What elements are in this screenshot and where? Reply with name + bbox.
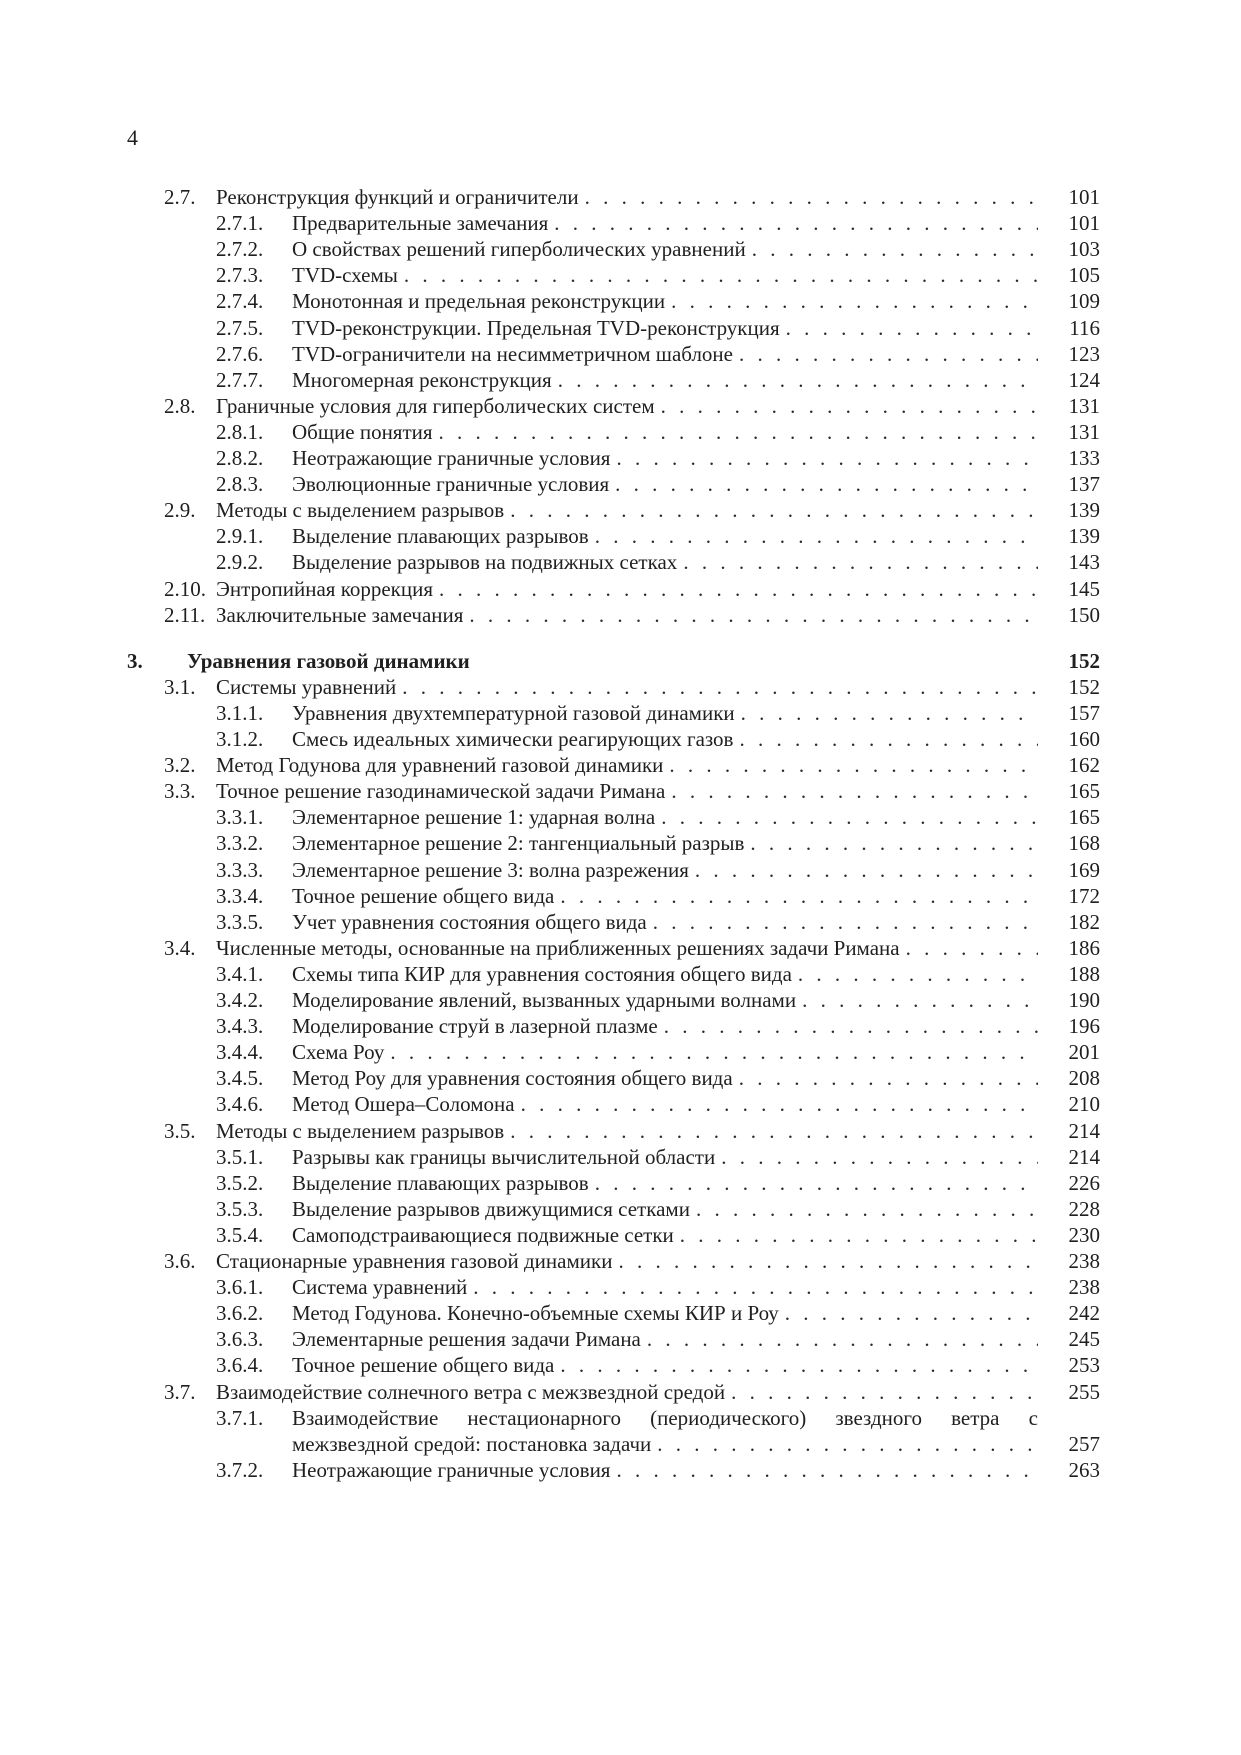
- toc-entry[interactable]: [0, 418, 1241, 447]
- toc-entry-title: Моделирование струй в лазерной плазме: [292, 1014, 658, 1039]
- toc-entry-page: 226: [1068, 1170, 1100, 1195]
- toc-entry-page: 245: [1068, 1327, 1100, 1352]
- dot-leader: [657, 1430, 1038, 1459]
- toc-entry-page: 214: [1068, 1144, 1100, 1169]
- toc-entry-title: Реконструкция функций и ограничители: [216, 185, 579, 209]
- toc-entry-title: Моделирование явлений, вызванных ударными волнами: [292, 988, 797, 1012]
- toc-entry-number: 3.3.3.: [216, 857, 264, 882]
- toc-entry-title: Точное решение общего вида: [292, 1353, 555, 1378]
- toc-entry-number: 3.4.6.: [216, 1092, 264, 1117]
- toc-entry-number: 3.1.2.: [216, 727, 264, 751]
- toc-entry-title: Схема Роу: [292, 1040, 385, 1065]
- toc-entry-number: 2.7.1.: [216, 211, 264, 236]
- toc-entry-page: 162: [1068, 753, 1100, 778]
- toc-entry-page: 255: [1068, 1379, 1100, 1404]
- toc-entry-title: Энтропийная коррекция: [216, 576, 434, 601]
- toc-entry-number: 3.4.1.: [216, 961, 264, 986]
- toc-entry-number: 2.9.: [164, 498, 196, 523]
- toc-entry-title: Заключительные замечания: [216, 602, 464, 627]
- toc-entry-title: Взаимодействие нестационарного (периодического) звездного ветра с: [292, 1405, 1038, 1430]
- toc-entry-title: Уравнения двухтемпературной газовой динамики: [292, 700, 735, 725]
- toc-entry-page: 109: [1068, 289, 1100, 314]
- toc-entry-number: 3.3.2.: [216, 831, 264, 856]
- toc-entry[interactable]: [0, 548, 1241, 577]
- toc-entry-number: 3.5.3.: [216, 1196, 264, 1221]
- dot-leader: [669, 751, 1038, 780]
- dot-leader: [798, 960, 1038, 989]
- toc-entry-number: 2.7.: [164, 185, 196, 209]
- toc-entry-title: Граничные условия для гиперболических систем: [216, 393, 655, 418]
- toc-entry-number: 3.3.5.: [216, 909, 264, 934]
- toc-entry[interactable]: [0, 575, 1241, 604]
- toc-entry[interactable]: [0, 287, 1241, 316]
- toc-entry-continuation[interactable]: [0, 1430, 1241, 1459]
- toc-entry-page: 214: [1068, 1118, 1100, 1143]
- toc-entry-title: Эволюционные граничные условия: [292, 472, 610, 497]
- toc-entry-page: 196: [1068, 1014, 1100, 1039]
- toc-entry-page: 168: [1068, 831, 1100, 856]
- dot-leader: [616, 1456, 1038, 1485]
- toc-entry-number: 3.3.4.: [216, 883, 264, 908]
- toc-entry-number: 3.4.5.: [216, 1066, 264, 1091]
- dot-leader: [469, 601, 1038, 630]
- toc-entry-number: 2.7.2.: [216, 237, 264, 262]
- toc-entry-number: 2.10.: [164, 576, 206, 601]
- toc-entry-number: 2.9.1.: [216, 524, 264, 549]
- toc-entry[interactable]: [0, 803, 1241, 832]
- toc-entry-page: 169: [1068, 857, 1100, 882]
- toc-entry[interactable]: [0, 777, 1241, 806]
- toc-entry[interactable]: [0, 496, 1241, 525]
- toc-entry-page: 139: [1068, 498, 1100, 523]
- dot-leader: [661, 803, 1038, 832]
- toc-entry[interactable]: [0, 699, 1241, 728]
- toc-entry-number: 3.6.3.: [216, 1327, 264, 1352]
- toc-entry-number: 3.7.: [164, 1379, 196, 1404]
- toc-entry[interactable]: [0, 1038, 1241, 1067]
- toc-entry[interactable]: [0, 934, 1241, 963]
- dot-leader: [786, 314, 1038, 343]
- toc-entry-page: 150: [1068, 602, 1100, 627]
- toc-entry-number: 3.6.1.: [216, 1275, 264, 1300]
- toc-entry-title: Системы уравнений: [216, 674, 397, 699]
- toc-entry-page: 238: [1068, 1249, 1100, 1273]
- dot-leader: [647, 1325, 1038, 1354]
- toc-entry-number: 3.4.4.: [216, 1040, 264, 1065]
- dot-leader: [739, 340, 1038, 369]
- dot-leader: [510, 1117, 1038, 1146]
- toc-entry-page: 165: [1068, 779, 1100, 804]
- toc-entry[interactable]: [0, 673, 1241, 702]
- toc-entry-page: 145: [1068, 576, 1100, 601]
- toc-entry-title: TVD-реконструкции. Предельная TVD-реконструкция: [292, 315, 780, 340]
- toc-entry-page: 242: [1068, 1301, 1100, 1326]
- toc-entry-page: 188: [1068, 961, 1100, 986]
- toc-entry[interactable]: [0, 444, 1241, 473]
- toc-entry[interactable]: [0, 725, 1241, 754]
- toc-entry[interactable]: [0, 1117, 1241, 1146]
- toc-entry-title: Элементарные решения задачи Римана: [292, 1327, 641, 1352]
- toc-entry-title: Уравнения газовой динамики: [187, 648, 470, 673]
- toc-entry-title: Метод Роу для уравнения состояния общего вида: [292, 1066, 733, 1091]
- toc-entry-number: 3.7.1.: [216, 1405, 264, 1430]
- toc-entry-page: 253: [1068, 1353, 1100, 1378]
- toc-entry[interactable]: [0, 314, 1241, 343]
- dot-leader: [802, 986, 1038, 1015]
- toc-entry[interactable]: [0, 1404, 1241, 1433]
- toc-entry[interactable]: [0, 340, 1241, 369]
- toc-entry-page: 123: [1068, 341, 1100, 366]
- dot-leader: [741, 699, 1038, 728]
- toc-entry-title: Методы с выделением разрывов: [216, 498, 505, 523]
- toc-entry-title: Взаимодействие солнечного ветра с межзвездной средой: [216, 1379, 726, 1404]
- toc-entry[interactable]: [0, 1456, 1241, 1485]
- toc-entry-number: 3.5.1.: [216, 1144, 264, 1169]
- toc-entry-title: Монотонная и предельная реконструкции: [292, 289, 666, 314]
- toc-entry[interactable]: [0, 647, 1241, 676]
- toc-entry-title: Смесь идеальных химически реагирующих газов: [292, 727, 734, 751]
- toc-entry-title: Метод Годунова для уравнений газовой динамики: [216, 753, 664, 778]
- toc-entry-number: 3.6.: [164, 1249, 196, 1273]
- toc-entry-title: Самоподстраивающиеся подвижные сетки: [292, 1222, 674, 1247]
- toc-entry-number: 3.1.: [164, 674, 196, 699]
- toc-entry-number: 2.8.: [164, 393, 196, 418]
- toc-entry-title: Метод Ошера–Соломона: [292, 1092, 515, 1117]
- toc-entry-number: 3.2.: [164, 753, 196, 778]
- toc-entry-number: 3.7.2.: [216, 1457, 264, 1482]
- toc-entry[interactable]: [0, 856, 1241, 885]
- toc-entry[interactable]: [0, 1325, 1241, 1354]
- dot-leader: [560, 1351, 1038, 1380]
- dot-leader: [661, 392, 1038, 421]
- toc-entry-title: Выделение разрывов движущимися сетками: [292, 1196, 690, 1221]
- dot-leader: [615, 470, 1038, 499]
- dot-leader: [560, 882, 1038, 911]
- toc-entry[interactable]: [0, 986, 1241, 1015]
- toc-entry-page: 230: [1068, 1222, 1100, 1247]
- toc-entry-title-continuation: межзвездной средой: постановка задачи: [292, 1431, 652, 1456]
- toc-entry-title: Схемы типа КИР для уравнения состояния общего вида: [292, 961, 792, 986]
- toc-entry[interactable]: [0, 522, 1241, 551]
- toc-entry[interactable]: [0, 1221, 1241, 1250]
- toc-entry-number: 3.6.4.: [216, 1353, 264, 1378]
- toc-entry-title: Неотражающие граничные условия: [292, 1457, 611, 1482]
- toc-entry-page: 116: [1069, 315, 1100, 340]
- toc-entry-page: 152: [1068, 674, 1100, 699]
- dot-leader: [671, 287, 1038, 316]
- toc-entry[interactable]: [0, 1378, 1241, 1407]
- toc-entry-number: 2.7.6.: [216, 341, 264, 366]
- toc-entry[interactable]: [0, 235, 1241, 264]
- toc-entry-number: 3.6.2.: [216, 1301, 264, 1326]
- dot-leader: [721, 1143, 1038, 1172]
- toc-entry-number: 3.3.: [164, 779, 196, 804]
- toc-entry-title: Учет уравнения состояния общего вида: [292, 909, 647, 934]
- toc-entry[interactable]: [0, 366, 1241, 395]
- dot-leader: [595, 522, 1038, 551]
- dot-leader: [521, 1090, 1038, 1119]
- toc-entry-page: 124: [1068, 367, 1100, 392]
- dot-leader: [618, 1247, 1038, 1276]
- toc-entry[interactable]: [0, 1247, 1241, 1276]
- toc-entry[interactable]: [0, 392, 1241, 421]
- toc-entry[interactable]: [0, 1169, 1241, 1198]
- dot-leader: [595, 1169, 1038, 1198]
- toc-entry-number: 2.8.2.: [216, 446, 264, 470]
- dot-leader: [739, 725, 1038, 754]
- toc-entry-title: Выделение плавающих разрывов: [292, 1170, 589, 1195]
- toc-entry-number: 2.8.1.: [216, 419, 264, 444]
- toc-entry-title: Точное решение газодинамической задачи Римана: [216, 779, 666, 804]
- dot-leader: [390, 1038, 1038, 1067]
- toc-entry-page: 101: [1068, 185, 1100, 209]
- toc-entry-number: 3.: [127, 648, 143, 673]
- dot-leader: [906, 934, 1038, 963]
- toc-entry-title: Неотражающие граничные условия: [292, 446, 611, 470]
- toc-entry-title: Стационарные уравнения газовой динамики: [216, 1249, 613, 1273]
- dot-leader: [750, 829, 1038, 858]
- toc-entry-page: 238: [1068, 1275, 1100, 1300]
- toc-entry-page: 210: [1068, 1092, 1100, 1117]
- toc-entry[interactable]: [0, 1090, 1241, 1119]
- dot-leader: [616, 444, 1038, 473]
- toc-entry-title: Элементарное решение 1: ударная волна: [292, 805, 656, 830]
- toc-entry-title: Метод Годунова. Конечно-объемные схемы КИР и Роу: [292, 1301, 779, 1326]
- toc-entry[interactable]: [0, 1351, 1241, 1380]
- toc-entry-page: 137: [1068, 472, 1100, 497]
- toc-entry-number: 3.5.: [164, 1118, 196, 1143]
- toc-entry-page: 190: [1068, 988, 1100, 1012]
- toc-entry-number: 2.8.3.: [216, 472, 264, 497]
- toc-entry-page: 105: [1068, 263, 1100, 288]
- toc-entry-title: TVD-схемы: [292, 263, 398, 288]
- toc-entry-title: О свойствах решений гиперболических уравнений: [292, 237, 746, 262]
- toc-entry-page: 201: [1068, 1040, 1100, 1065]
- toc-entry-title: Точное решение общего вида: [292, 883, 555, 908]
- dot-leader: [695, 856, 1038, 885]
- toc-entry-title: Система уравнений: [292, 1275, 468, 1300]
- toc-entry[interactable]: [0, 882, 1241, 911]
- toc-entry-number: 2.7.3.: [216, 263, 264, 288]
- toc-entry-page: 160: [1068, 727, 1100, 751]
- toc-entry-page: 101: [1068, 211, 1100, 236]
- toc-entry-page: 228: [1068, 1196, 1100, 1221]
- toc-entry-page: 257: [1068, 1431, 1100, 1456]
- dot-leader: [696, 1195, 1038, 1224]
- toc-entry-page: 165: [1068, 805, 1100, 830]
- toc-entry-page: 186: [1068, 935, 1100, 960]
- dot-leader: [439, 575, 1038, 604]
- dot-leader: [731, 1378, 1038, 1407]
- toc-entry-page: 139: [1068, 524, 1100, 549]
- toc-entry-page: 103: [1068, 237, 1100, 262]
- toc-entry-number: 3.5.2.: [216, 1170, 264, 1195]
- dot-leader: [558, 366, 1038, 395]
- toc-entry-title: Выделение плавающих разрывов: [292, 524, 589, 549]
- toc-entry-page: 157: [1068, 700, 1100, 725]
- toc-entry-number: 3.4.2.: [216, 988, 264, 1012]
- toc-entry-title: Элементарное решение 3: волна разрежения: [292, 857, 689, 882]
- dot-leader: [680, 1221, 1038, 1250]
- toc-entry[interactable]: [0, 183, 1241, 212]
- toc-entry-page: 152: [1068, 648, 1100, 673]
- toc-entry-title: TVD-ограничители на несимметричном шаблоне: [292, 341, 733, 366]
- toc-entry[interactable]: [0, 908, 1241, 937]
- dot-leader: [473, 1273, 1038, 1302]
- toc-entry-number: 3.3.1.: [216, 805, 264, 830]
- toc-entry-title: Методы с выделением разрывов: [216, 1118, 505, 1143]
- toc-entry-title: Предварительные замечания: [292, 211, 549, 236]
- toc-entry-title: Разрывы как границы вычислительной области: [292, 1144, 716, 1169]
- dot-leader: [510, 496, 1038, 525]
- dot-leader: [785, 1299, 1038, 1328]
- dot-leader: [653, 908, 1038, 937]
- dot-leader: [683, 548, 1038, 577]
- toc-entry-number: 2.7.7.: [216, 367, 264, 392]
- dot-leader: [439, 418, 1038, 447]
- dot-leader: [554, 209, 1038, 238]
- toc-entry-page: 263: [1068, 1457, 1100, 1482]
- toc-entry-number: 2.7.5.: [216, 315, 264, 340]
- toc-entry[interactable]: [0, 1273, 1241, 1302]
- toc-entry-number: 3.4.: [164, 935, 196, 960]
- page-number: 4: [127, 125, 138, 150]
- toc-entry-page: 172: [1068, 883, 1100, 908]
- dot-leader: [671, 777, 1038, 806]
- dot-leader: [739, 1064, 1038, 1093]
- toc-entry-page: 208: [1068, 1066, 1100, 1091]
- toc-entry-page: 133: [1068, 446, 1100, 470]
- toc-entry-number: 3.1.1.: [216, 700, 264, 725]
- toc-entry-number: 2.9.2.: [216, 550, 264, 575]
- dot-leader: [402, 673, 1038, 702]
- dot-leader: [752, 235, 1038, 264]
- toc-entry[interactable]: [0, 1299, 1241, 1328]
- dot-leader: [404, 261, 1038, 290]
- toc-entry[interactable]: [0, 601, 1241, 630]
- toc-entry-title: Выделение разрывов на подвижных сетках: [292, 550, 678, 575]
- toc-entry-number: 3.5.4.: [216, 1222, 264, 1247]
- toc-entry[interactable]: [0, 829, 1241, 858]
- toc-entry-title: Элементарное решение 2: тангенциальный разрыв: [292, 831, 745, 856]
- toc-entry-number: 2.11.: [164, 602, 206, 627]
- toc-entry[interactable]: [0, 209, 1241, 238]
- toc-entry[interactable]: [0, 1064, 1241, 1093]
- toc-entry[interactable]: [0, 1143, 1241, 1172]
- toc-entry-title: Численные методы, основанные на приближенных решениях задачи Римана: [216, 935, 900, 960]
- toc-entry[interactable]: [0, 960, 1241, 989]
- dot-leader: [664, 1012, 1038, 1041]
- toc-entry-page: 182: [1068, 909, 1100, 934]
- toc-entry-number: 2.7.4.: [216, 289, 264, 314]
- toc-entry-page: 143: [1068, 550, 1100, 575]
- toc-entry[interactable]: [0, 470, 1241, 499]
- toc-entry[interactable]: [0, 1195, 1241, 1224]
- toc-entry-title: Общие понятия: [292, 419, 433, 444]
- toc-entry[interactable]: [0, 751, 1241, 780]
- toc-entry-title: Многомерная реконструкция: [292, 367, 552, 392]
- toc-entry-page: 131: [1068, 419, 1100, 444]
- toc-entry[interactable]: [0, 1012, 1241, 1041]
- toc-entry[interactable]: [0, 261, 1241, 290]
- toc-entry-page: 131: [1068, 393, 1100, 418]
- dot-leader: [585, 183, 1038, 212]
- toc-entry-number: 3.4.3.: [216, 1014, 264, 1039]
